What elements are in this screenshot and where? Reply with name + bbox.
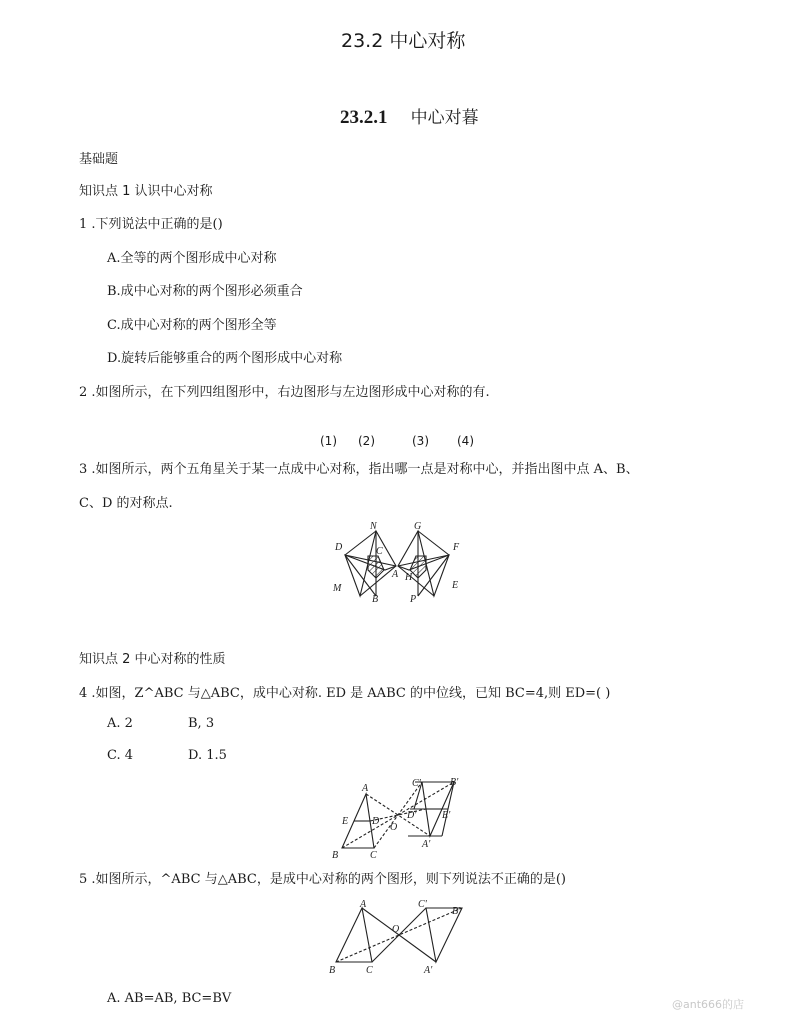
q5-triangle-figure [326, 898, 468, 978]
point-a-prime: A' [424, 965, 433, 976]
q5-option-a: A. AB=AB, BC=BV [107, 991, 232, 1006]
point-d: D [372, 816, 380, 827]
watermark-text: @ant666的店 [672, 998, 745, 1011]
point-e-prime: E' [442, 810, 451, 821]
q4-option-a: A. 2 [107, 716, 133, 731]
q4-stem: 4 .如图，Z^ABC 与△ABC，成中心对称. ED 是 AABC 的中位线，已知 BC=4,则 ED=( ) [79, 686, 611, 701]
q1-option-b: B.成中心对称的两个图形必须重合 [107, 284, 303, 299]
point-c: C [376, 546, 383, 557]
knowledge-point-2: 知识点 2 中心对称的性质 [79, 652, 226, 667]
q2-figure-label-2: (2) [358, 434, 375, 448]
point-b: B [329, 965, 336, 976]
q1-option-d: D.旋转后能够重合的两个图形成中心对称 [107, 351, 343, 366]
point-b: B [332, 850, 339, 861]
level-label: 基础题 [79, 152, 119, 167]
point-b-prime: B' [452, 906, 461, 917]
point-a: A [360, 899, 367, 910]
q1-stem: 1 .下列说法中正确的是() [79, 217, 223, 232]
point-c: C [366, 965, 373, 976]
point-m: M [333, 583, 342, 594]
q4-triangle-figure [330, 774, 466, 862]
q2-stem: 2 .如图所示，在下列四组图形中，右边图形与左边图形成中心对称的有. [79, 385, 490, 400]
subsection-number: 23.2.1 [340, 107, 388, 128]
q1-option-c: C.成中心对称的两个图形全等 [107, 318, 277, 333]
point-a: A [392, 569, 399, 580]
q2-figure-label-1: (1) [320, 434, 337, 448]
q3-stem-line2: C、D 的对称点. [79, 496, 173, 511]
q4-option-d: D. 1.5 [188, 748, 227, 763]
point-a: A [362, 783, 369, 794]
point-o: O [390, 822, 398, 833]
point-c-prime: C' [418, 899, 427, 910]
point-b-prime: B' [450, 777, 459, 788]
q5-stem: 5 .如图所示，^ABC 与△ABC，是成中心对称的两个图形，则下列说法不正确的是() [79, 872, 566, 887]
subsection-text: 中心对暮 [410, 108, 479, 128]
subsection-heading [340, 103, 479, 129]
q3-star-figure [326, 518, 468, 606]
point-d: D [335, 542, 343, 553]
point-h: H [405, 572, 413, 583]
point-a-prime: A' [422, 839, 431, 850]
q1-option-a: A.全等的两个图形成中心对称 [107, 251, 277, 266]
point-e: E [342, 816, 349, 827]
point-c: C [370, 850, 377, 861]
point-d-prime: D' [407, 810, 417, 821]
point-p: P [410, 594, 417, 605]
point-b: B [372, 594, 379, 605]
q4-option-b: B, 3 [188, 716, 215, 731]
page-title: 23.2 中心对称 [341, 30, 466, 52]
point-e: E [452, 580, 459, 591]
point-c-prime: C' [412, 778, 421, 789]
q2-figure-label-3: (3) [412, 434, 429, 448]
point-n: N [370, 521, 377, 532]
point-f: F [453, 542, 460, 553]
point-g: G [414, 521, 422, 532]
q4-option-c: C. 4 [107, 748, 134, 763]
q2-figure-label-4: (4) [457, 434, 474, 448]
q3-stem-line1: 3 .如图所示，两个五角星关于某一点成中心对称，指出哪一点是对称中心，并指出图中点 A、B、 [79, 462, 639, 477]
knowledge-point-1: 知识点 1 认识中心对称 [79, 184, 213, 199]
point-o: O [392, 924, 400, 935]
